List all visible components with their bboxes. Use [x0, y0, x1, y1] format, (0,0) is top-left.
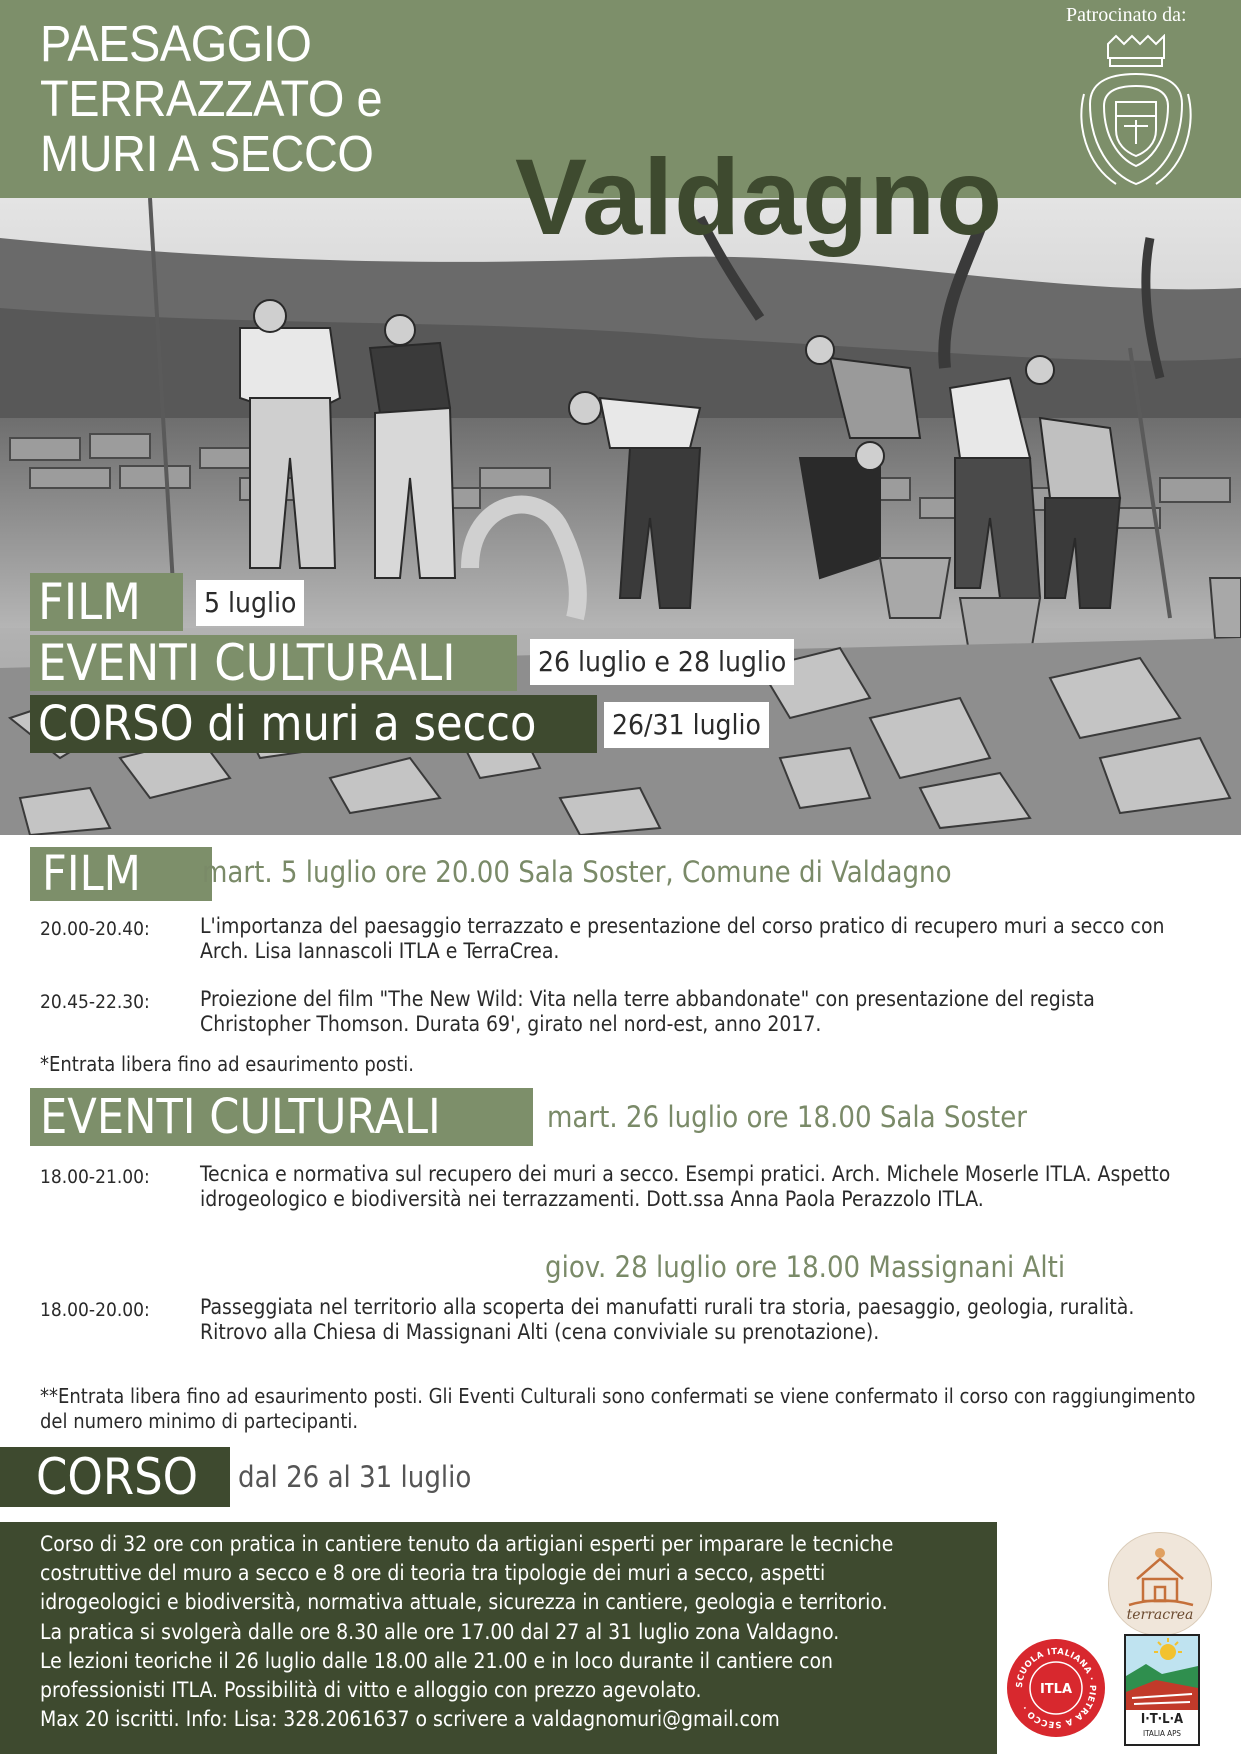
banner-corso-date: 26/31 luglio [604, 702, 769, 748]
corso-line-1: Corso di 32 ore con pratica in cantiere tenuto da artigiani esperti per imparare le tecniche [40, 1532, 894, 1556]
eventi-item-2-text: Passeggiata nel territorio alla scoperta dei manufatti rurali tra storia, paesaggio, geologia, ruralità. Ritrovo alla Chiesa di Massignani Alti (cena conviviale su prenotazione). [200, 1295, 1135, 1344]
film-heading-bar [30, 847, 212, 901]
eventi-item-1-text: Tecnica e normativa sul recupero dei muri a secco. Esempi pratici. Arch. Michele Moserle ITLA. Aspetto idrogeologico e biodiversità nei terrazzamenti. Dott.ssa Anna Paola Perazzolo ITLA. [200, 1162, 1171, 1211]
film-subheading: mart. 5 luglio ore 20.00 Sala Soster, Comune di Valdagno [202, 855, 952, 889]
scuola-ring-text: SCUOLA ITALIANA · PIETRA A SECCO · [1014, 1646, 1098, 1730]
banner-corso-bar [30, 695, 597, 753]
city-crest-icon [1076, 34, 1196, 192]
corso-line-3: idrogeologici e biodiversità, normativa attuale, sicurezza in cantiere, geologia e territorio. [40, 1590, 888, 1615]
scuola-itla-logo [1006, 1638, 1106, 1738]
banner-eventi-bar [30, 635, 517, 691]
eventi-subheading-1: mart. 26 luglio ore 18.00 Sala Soster [547, 1100, 1028, 1134]
corso-heading-bar [0, 1447, 230, 1507]
scuola-center-text: ITLA [1039, 1682, 1073, 1697]
banner-film-bar [30, 573, 183, 631]
terracrea-name: terracrea [1126, 1607, 1194, 1623]
eventi-subheading-2: giov. 28 luglio ore 18.00 Massignani Alti [545, 1250, 1066, 1284]
title-line-1: PAESAGGIO [40, 15, 312, 72]
eventi-item-2-time: 18.00-20.00: [40, 1299, 150, 1321]
film-item-2-time: 20.45-22.30: [40, 991, 150, 1013]
terracrea-logo [1108, 1532, 1212, 1636]
corso-line-2: costruttive del muro a secco e 8 ore di teoria tra tipologie dei muri a secco, aspetti [40, 1561, 826, 1586]
corso-subheading: dal 26 al 31 luglio [238, 1460, 472, 1494]
corso-line-5: Le lezioni teoriche il 26 luglio dalle 18.00 alle 21.00 e in loco durante il cantiere con [40, 1648, 834, 1673]
film-note: *Entrata libera fino ad esaurimento posti. [40, 1052, 414, 1076]
banner-corso-label: CORSO di muri a secco [38, 696, 537, 752]
eventi-heading: EVENTI CULTURALI [40, 1089, 441, 1145]
corso-info-text [40, 1530, 990, 1734]
film-item-2-text: Proiezione del film "The New Wild: Vita nella terre abbandonate" con presentazione del regista Christopher Thomson. Durata 69', girato nel nord-est, anno 2017. [200, 987, 1095, 1036]
itla-landscape-icon [1126, 1636, 1198, 1710]
corso-line-4: La pratica si svolgerà dalle ore 8.30 alle ore 17.00 dal 27 al 31 luglio zona Valdagno. [40, 1619, 840, 1644]
banner-film-date: 5 luglio [196, 580, 304, 626]
main-title [40, 16, 382, 181]
corso-heading: CORSO [36, 1448, 199, 1506]
film-item-1-text: L'importanza del paesaggio terrazzato e presentazione del corso pratico di recupero muri a secco con Arch. Lisa Iannascoli ITLA e TerraCrea. [200, 914, 1165, 963]
title-line-2: TERRAZZATO e [40, 70, 383, 127]
eventi-item-1-time: 18.00-21.00: [40, 1166, 150, 1188]
patron-label: Patrocinato da: [1066, 4, 1187, 26]
itla-sub: ITALIA APS [1143, 1729, 1181, 1738]
title-line-3: MURI A SECCO [40, 125, 374, 182]
itla-name: I·T·L·A [1140, 1712, 1184, 1727]
film-heading: FILM [42, 846, 141, 902]
film-item-1-time: 20.00-20.40: [40, 918, 150, 940]
eventi-note: **Entrata libera fino ad esaurimento posti. Gli Eventi Culturali sono confermati se viene confermato il corso con raggiungimento del numero minimo di partecipanti. [40, 1384, 1196, 1433]
banner-film-label: FILM [38, 573, 142, 631]
corso-line-7: Max 20 iscritti. Info: Lisa: 328.2061637 o scrivere a valdagnomuri@gmail.com [40, 1707, 780, 1732]
banner-eventi-date: 26 luglio e 28 luglio [530, 639, 794, 685]
corso-line-6: professionisti ITLA. Possibilità di vitto e alloggio con prezzo agevolato. [40, 1678, 702, 1703]
itla-aps-logo [1124, 1634, 1200, 1746]
eventi-heading-bar [30, 1088, 533, 1146]
city-title: Valdagno [515, 136, 1004, 257]
banner-eventi-label: EVENTI CULTURALI [38, 634, 456, 692]
scuola-itla-seal-icon [1006, 1638, 1106, 1738]
